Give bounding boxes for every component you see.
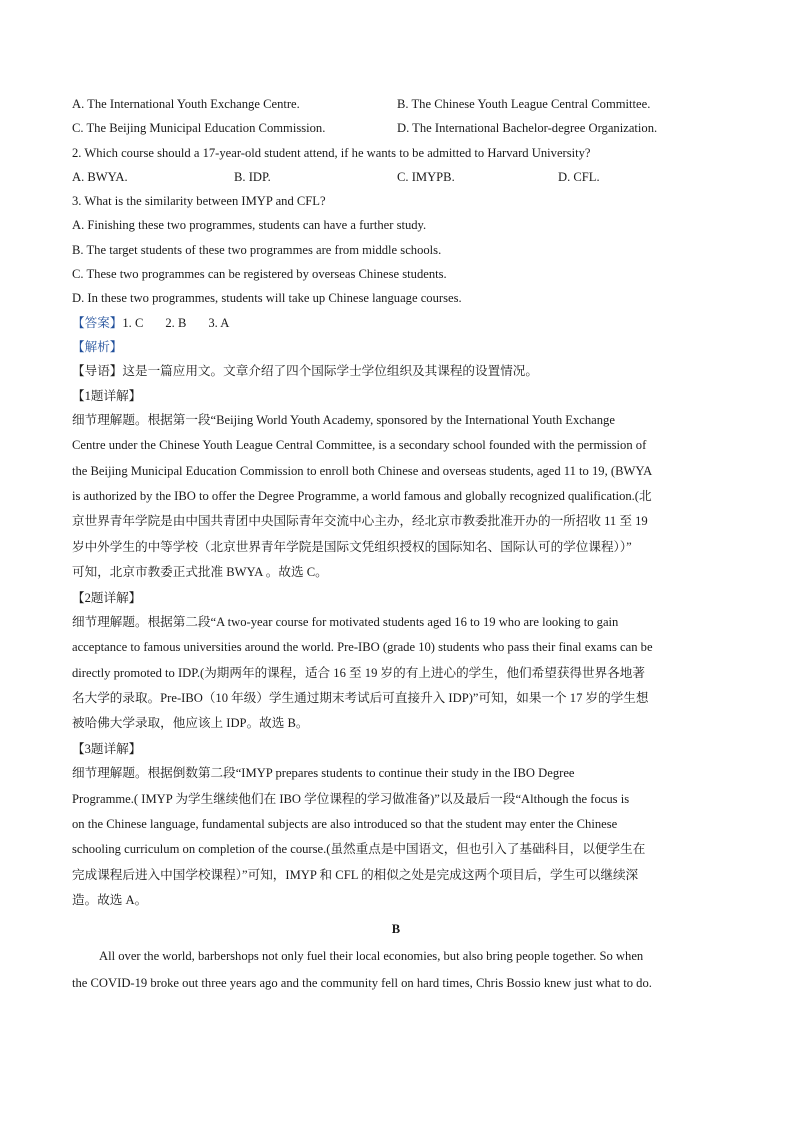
detail1-line: 岁中外学生的中等学校（北京世界青年学院是国际文凭组织授权的国际知名、国际认可的学位课程））” <box>72 539 632 554</box>
q2-option-c[interactable]: C. IMYPB. <box>397 169 455 184</box>
q1-options-row-1 <box>72 92 720 116</box>
q1-option-a[interactable]: A. The International Youth Exchange Centre. <box>72 97 300 111</box>
detail3-tag: 【3题详解】 <box>72 741 142 756</box>
q3-option-b[interactable]: B. The target students of these two programmes are from middle schools. <box>72 242 442 257</box>
answer-tag: 【答案】 <box>72 315 123 330</box>
passage-line: the COVID-19 broke out three years ago and the community fell on hard times, Chris Bossio knew just what to do. <box>72 976 652 991</box>
detail2-line: 被哈佛大学录取，他应该上 IDP。故选 B。 <box>72 716 309 731</box>
section-b-paragraph <box>72 943 720 997</box>
detail3-line: Programme.( IMYP 为学生继续他们在 IBO 学位课程的学习做准备)”以及最后一段“Although the focus is <box>72 791 630 806</box>
q2-stem: 2. Which course should a 17-year-old student attend, if he wants to be admitted to Harvard University? <box>72 145 591 160</box>
detail2-tag: 【2题详解】 <box>72 590 142 605</box>
passage-line: All over the world, barbershops not only fuel their local economies, but also bring people together. So when <box>99 949 644 964</box>
q2-option-d[interactable]: D. CFL. <box>558 169 600 184</box>
q2-options-row <box>72 165 720 189</box>
detail1-tag: 【1题详解】 <box>72 388 142 403</box>
detail2-line: directly promoted to IDP.(为期两年的课程，适合 16 至 19 岁的有上进心的学生，他们希望获得世界各地著 <box>72 665 645 680</box>
guide-text: 这是一篇应用文。文章介绍了四个国际学士学位组织及其课程的设置情况。 <box>122 364 538 379</box>
detail1-line: 可知，北京市教委正式批准 BWYA 。故选 C。 <box>72 565 328 580</box>
detail1-line: Centre under the Chinese Youth League Central Committee, is a secondary school founded with the permission of <box>72 438 647 453</box>
answer-3: 3. A <box>208 315 230 330</box>
q2-option-b[interactable]: B. IDP. <box>234 169 271 184</box>
detail1-line: 细节理解题。根据第一段“Beijing World Youth Academy, sponsored by the International Youth Exchange <box>72 412 615 427</box>
detail1-body <box>72 408 720 586</box>
q3-option-d[interactable]: D. In these two programmes, students will take up Chinese language courses. <box>72 291 462 306</box>
detail1-line: 京世界青年学院是由中国共青团中央国际青年交流中心主办，经北京市教委批准开办的一所招收 11 至 19 <box>72 514 648 529</box>
detail3-line: schooling curriculum on completion of the course.(虽然重点是中国语文，但也引入了基础科目，以便学生在 <box>72 842 646 857</box>
q3-option-a[interactable]: A. Finishing these two programmes, students can have a further study. <box>72 218 427 233</box>
q1-options-row-2 <box>72 116 720 140</box>
detail3-line: 造。故选 A。 <box>72 893 148 908</box>
q3-stem: 3. What is the similarity between IMYP and CFL? <box>72 194 326 209</box>
q1-option-c[interactable]: C. The Beijing Municipal Education Commission. <box>72 121 326 136</box>
answer-1: 1. C <box>122 315 144 330</box>
section-heading: B <box>391 922 401 937</box>
guide-line <box>72 359 720 383</box>
detail2-body <box>72 610 720 737</box>
detail3-line: 细节理解题。根据倒数第二段“IMYP prepares students to continue their study in the IBO Degree <box>72 766 575 781</box>
detail2-line: 细节理解题。根据第二段“A two-year course for motivated students aged 16 to 19 who are looking to gain <box>72 614 619 629</box>
answer-line <box>72 311 720 335</box>
guide-tag: 【导语】 <box>72 364 123 379</box>
document-page <box>72 92 720 997</box>
answer-2: 2. B <box>165 315 187 330</box>
detail3-line: on the Chinese language, fundamental subjects are also introduced so that the student may enter the Chinese <box>72 816 618 831</box>
q2-option-a[interactable]: A. BWYA. <box>72 169 128 184</box>
q3-option-c[interactable]: C. These two programmes can be registered by overseas Chinese students. <box>72 267 447 282</box>
detail2-line: 名大学的录取。Pre-IBO（10 年级）学生通过期末考试后可直接升入 IDP)”可知，如果一个 17 岁的学生想 <box>72 691 649 706</box>
detail2-line: acceptance to famous universities around the world. Pre-IBO (grade 10) students who pass their final exams can be <box>72 640 653 655</box>
detail1-line: is authorized by the IBO to offer the Degree Programme, a world famous and globally recognized qualification.(北 <box>72 489 652 504</box>
detail3-body <box>72 761 720 913</box>
analysis-tag: 【解析】 <box>72 339 123 354</box>
q1-option-d[interactable]: D. The International Bachelor-degree Organization. <box>397 121 658 136</box>
detail3-line: 完成课程后进入中国学校课程）”可知，IMYP 和 CFL 的相似之处是完成这两个项目后，学生可以继续深 <box>72 867 639 882</box>
detail1-line: the Beijing Municipal Education Commission to enroll both Chinese and overseas students, aged 11 to 19, (BWYA <box>72 463 653 478</box>
q1-option-b[interactable]: B. The Chinese Youth League Central Committee. <box>397 97 651 111</box>
